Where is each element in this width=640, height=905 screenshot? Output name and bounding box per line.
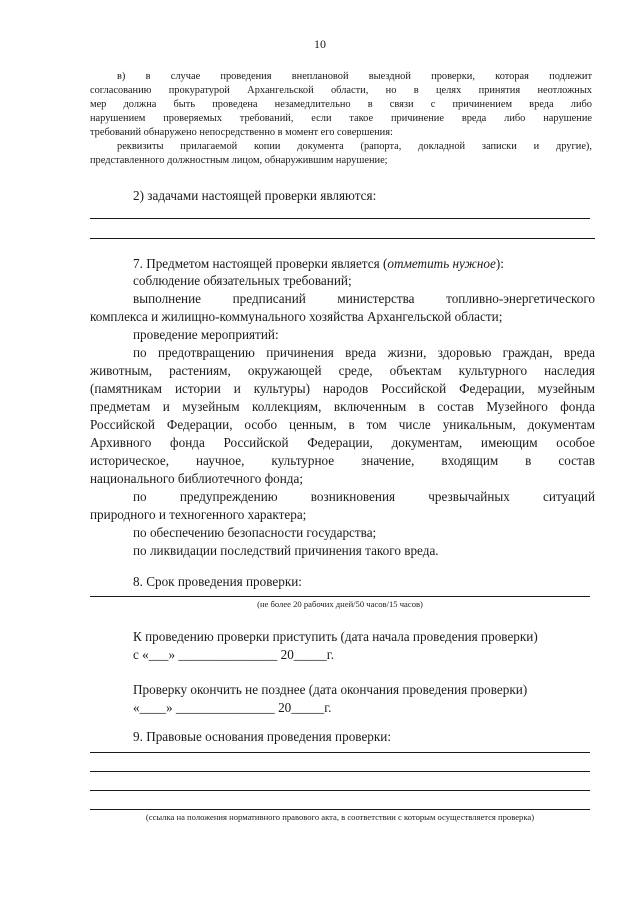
section7-line: по предупреждению возникновения чрезвычайных ситуаций: [133, 489, 595, 504]
section7-line: проведение мероприятий:: [133, 327, 279, 342]
section7-line: (памятникам истории и культуры) народов Российской Федерации, музейным: [90, 381, 595, 396]
end-date-field: «____» _______________ 20_____г.: [133, 700, 332, 715]
section7-line: комплекса и жилищно-коммунального хозяйства Архангельской области;: [90, 309, 503, 324]
section7-line: природного и техногенного характера;: [90, 507, 307, 522]
legal-basis-caption: (ссылка на положения нормативного правового акта, в соответствии с которым осуществляется проверка): [145, 812, 535, 822]
intro-line: требований обнаружено непосредственно в момент его совершения:: [90, 127, 393, 138]
section7-line: Российской Федерации, особо ценным, в том числе уникальным, документам: [90, 417, 595, 432]
intro-line: мер должна быть проведена незамедлительно в связи с причинением вреда либо: [90, 99, 592, 110]
section7-line: животным, растениям, окружающей среде, объектам культурного наследия: [90, 363, 595, 378]
page-number: 10: [314, 37, 326, 51]
start-date-label: К проведению проверки приступить (дата начала проведения проверки): [133, 629, 538, 644]
section7-line: Архивного фонда Российской Федерации, документам, имеющим особое: [90, 435, 595, 450]
tasks-fill-line: [90, 238, 595, 239]
legal-basis-fill-line: [90, 809, 590, 810]
intro-line: согласованию прокуратурой Архангельской области, но в целях принятия неотложных: [90, 85, 592, 96]
end-date-label: Проверку окончить не позднее (дата окончания проведения проверки): [133, 682, 528, 697]
section9-title: 9. Правовые основания проведения проверки:: [133, 729, 392, 744]
term-caption: (не более 20 рабочих дней/50 часов/15 часов): [257, 599, 423, 609]
section8-title: 8. Срок проведения проверки:: [133, 574, 302, 589]
start-date-field: с «___» _______________ 20_____г.: [133, 647, 334, 662]
intro-line: нарушением проверяемых требований, если такое причинение вреда либо нарушение: [90, 113, 592, 124]
section7-line: по обеспечению безопасности государства;: [133, 525, 377, 540]
section7-line: предметам и музейным коллекциям, включенным в состав Музейного фонда: [90, 399, 595, 414]
intro-line: в) в случае проведения внеплановой выездной проверки, которая подлежит: [117, 71, 592, 82]
legal-basis-fill-line: [90, 790, 590, 791]
section7-line: национального библиотечного фонда;: [90, 471, 304, 486]
section7-line: выполнение предписаний министерства топливно-энергетического: [133, 291, 595, 306]
intro-line: представленного должностным лицом, обнаружившим нарушение;: [90, 155, 388, 166]
legal-basis-fill-line: [90, 752, 590, 753]
tasks-fill-line: [90, 218, 590, 219]
legal-basis-fill-line: [90, 771, 590, 772]
tasks-label: 2) задачами настоящей проверки являются:: [133, 188, 377, 203]
term-fill-line: [90, 596, 590, 597]
section7-title: 7. Предметом настоящей проверки является (отметить нужное):: [133, 256, 504, 271]
section7-line: по предотвращению причинения вреда жизни, здоровью граждан, вреда: [133, 345, 595, 360]
intro-line: реквизиты прилагаемой копии документа (рапорта, докладной записки и другие),: [117, 141, 592, 152]
section7-line: соблюдение обязательных требований;: [133, 273, 352, 288]
section7-line: по ликвидации последствий причинения такого вреда.: [133, 543, 439, 558]
section7-line: историческое, научное, культурное значение, входящим в состав: [90, 453, 595, 468]
